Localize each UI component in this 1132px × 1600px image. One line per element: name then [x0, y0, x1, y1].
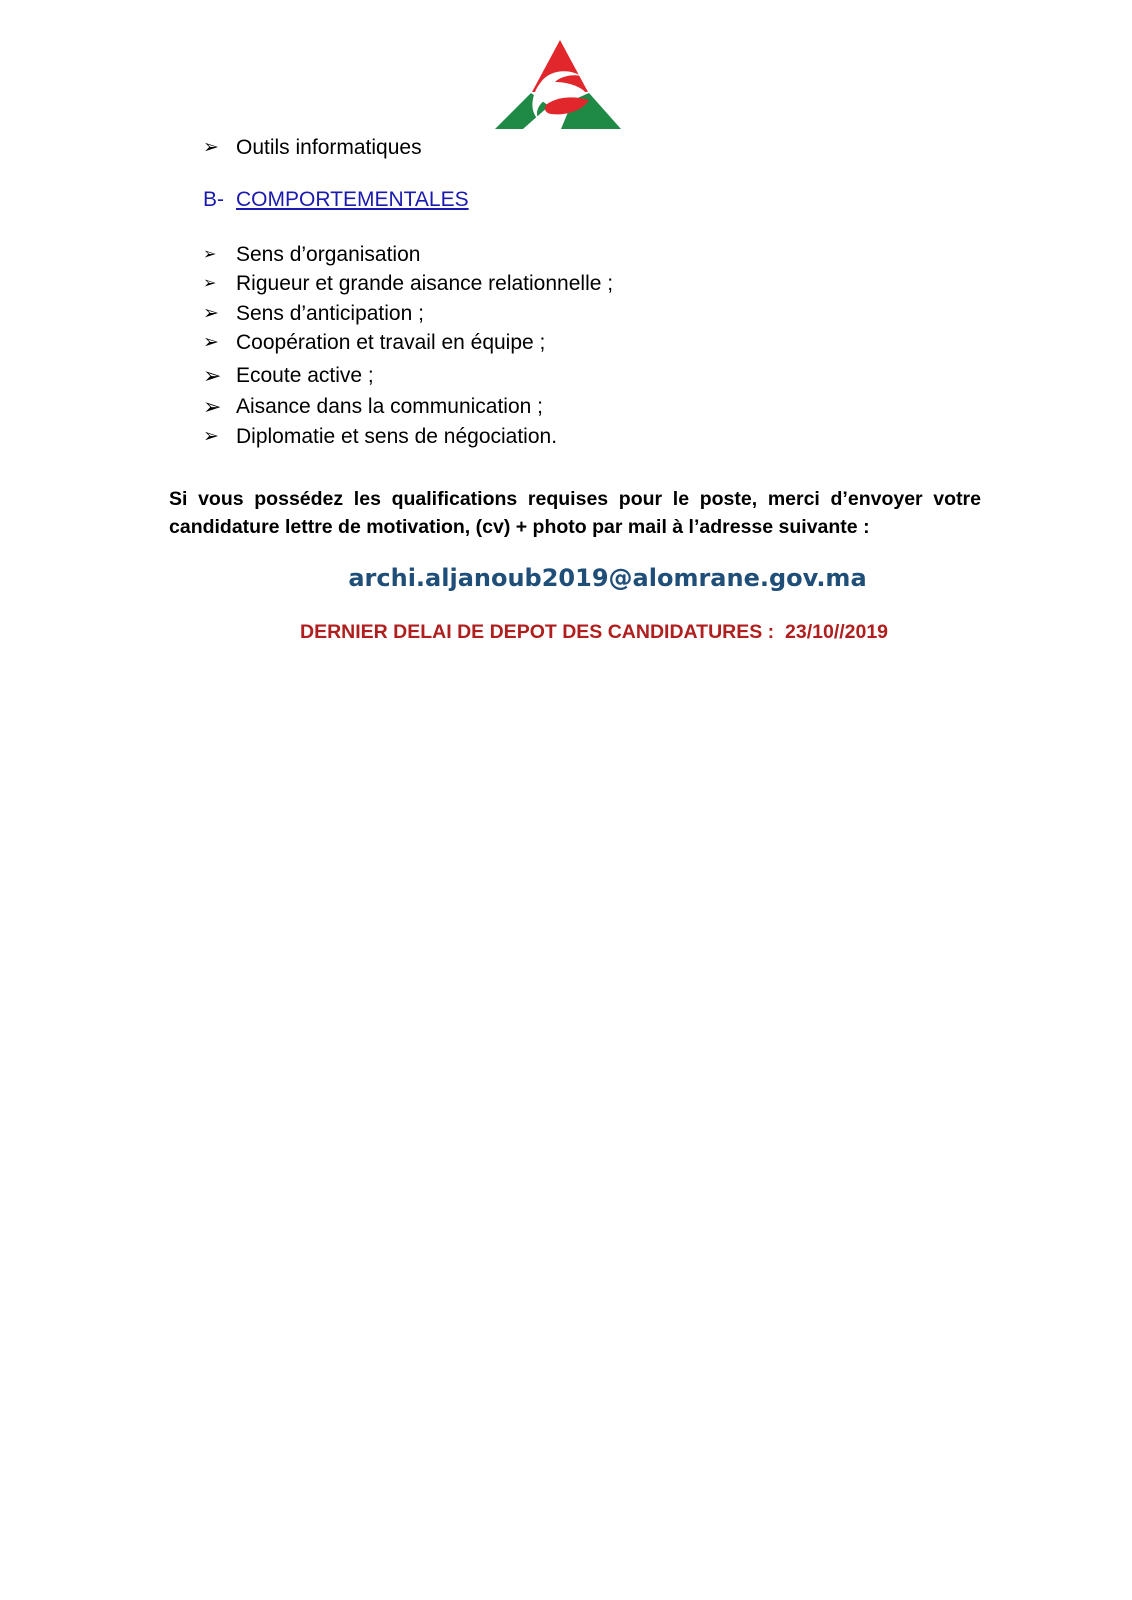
- al-omrane-logo-icon: [495, 38, 625, 132]
- arrow-bullet-icon: ➢: [203, 363, 222, 388]
- section-title: COMPORTEMENTALES: [236, 188, 469, 211]
- arrow-bullet-icon: ➢: [203, 332, 219, 353]
- list-item-text: Sens d’anticipation ;: [236, 302, 424, 325]
- list-item-text: Diplomatie et sens de négociation.: [236, 425, 558, 448]
- arrow-bullet-icon: ➢: [203, 246, 217, 263]
- arrow-bullet-icon: ➢: [203, 275, 217, 292]
- arrow-bullet-icon: ➢: [203, 426, 219, 447]
- contact-email[interactable]: archi.aljanoub2019@alomrane.gov.ma: [348, 564, 867, 592]
- deadline-date: 23/10//2019: [785, 621, 889, 643]
- arrow-bullet-icon: ➢: [203, 137, 219, 158]
- list-item-text: Aisance dans la communication ;: [236, 395, 543, 418]
- application-instructions: Si vous possédez les qualifications requises pour le poste, merci d’envoyer votre candidature lettre de motivation, (cv) + photo par mail à l’adresse suivante :: [169, 488, 981, 538]
- list-item-text: Outils informatiques: [236, 136, 422, 159]
- list-item-text: Ecoute active ;: [236, 364, 374, 387]
- list-item-text: Rigueur et grande aisance relationnelle ;: [236, 272, 614, 295]
- arrow-bullet-icon: ➢: [203, 303, 219, 324]
- list-item-text: Sens d’organisation: [236, 243, 421, 266]
- arrow-bullet-icon: ➢: [203, 394, 222, 419]
- list-item-text: Coopération et travail en équipe ;: [236, 331, 546, 354]
- section-letter: B-: [203, 188, 224, 211]
- deadline-label: DERNIER DELAI DE DEPOT DES CANDIDATURES :: [300, 621, 775, 643]
- application-deadline: [300, 619, 888, 645]
- company-logo: [495, 38, 625, 132]
